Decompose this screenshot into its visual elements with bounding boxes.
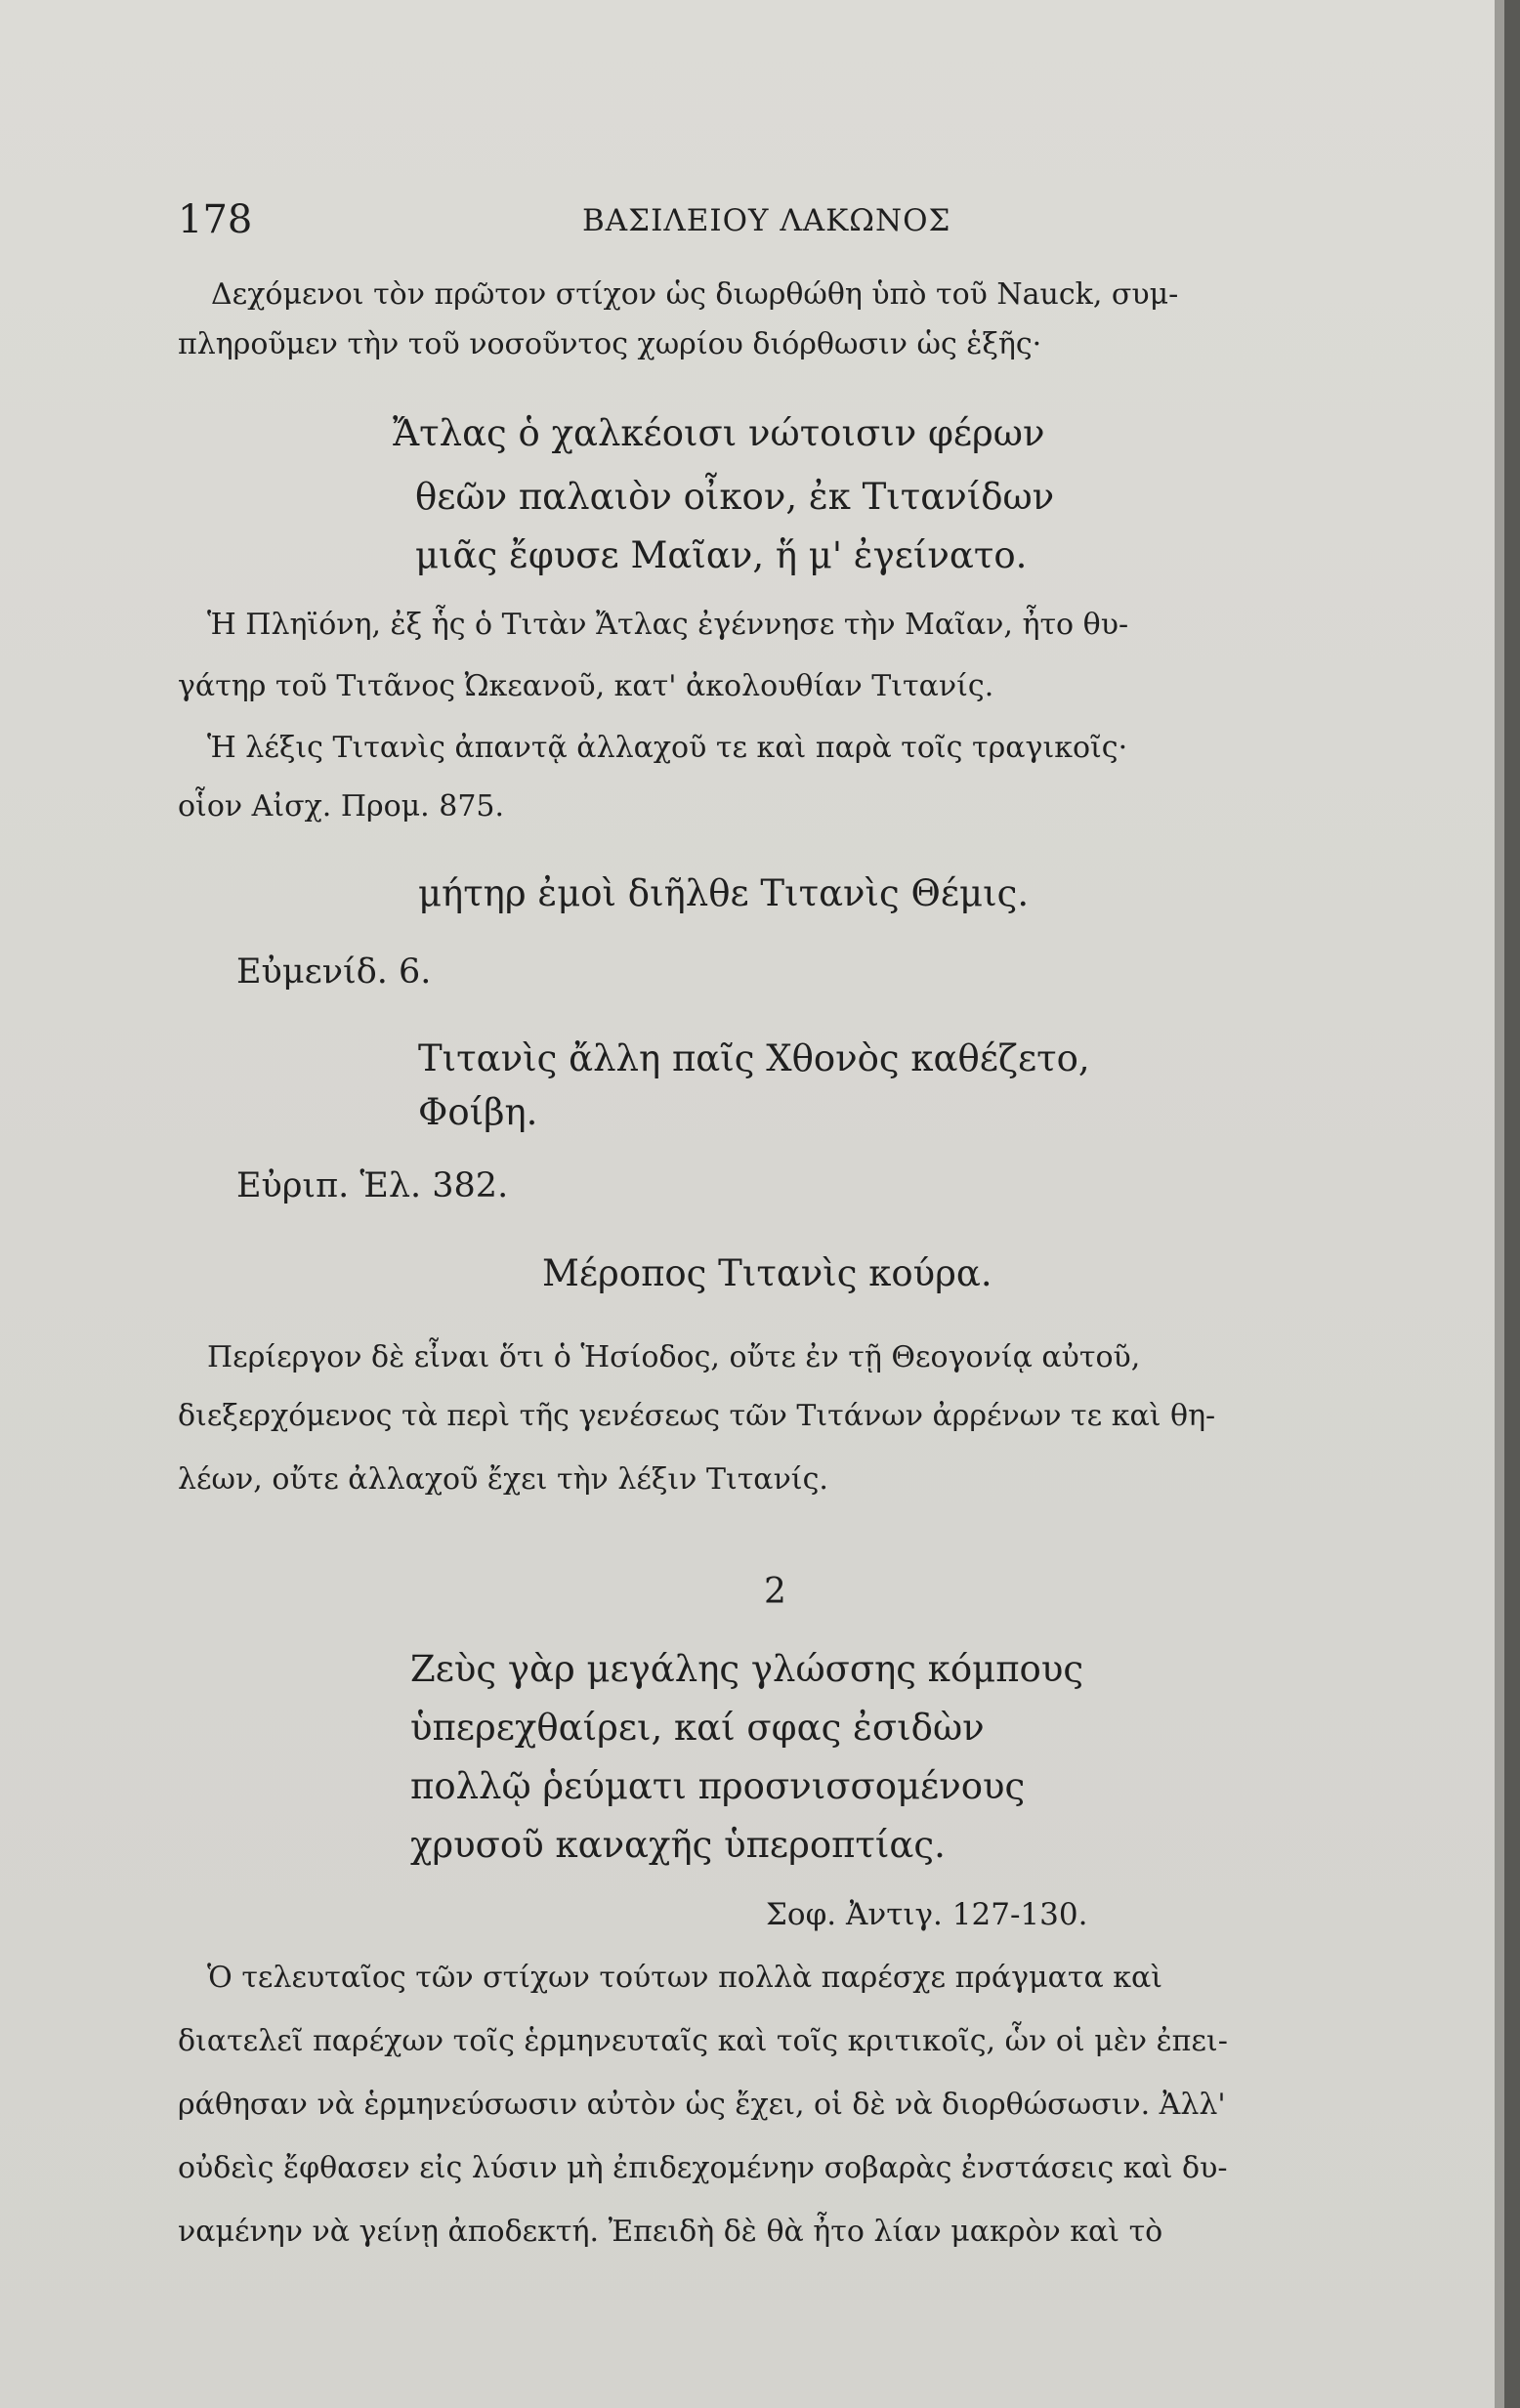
quote-verse-line: μήτηρ ἐμοὶ διῆλθε Τιτανὶς Θέμις.	[418, 872, 1030, 914]
verse-line: Ἄτλας ὁ χαλκέοισι νώτοισιν φέρων	[393, 412, 1045, 454]
paragraph-line: οἷον Αἰσχ. Προμ. 875.	[178, 789, 505, 824]
page-edge	[1504, 0, 1520, 2408]
paragraph-line: ναμένην νὰ γείνῃ ἀποδεκτή. Ἐπειδὴ δὲ θὰ ἦτο λίαν μακρὸν καὶ τὸ	[178, 2215, 1163, 2249]
paragraph-line: διατελεῖ παρέχων τοῖς ἑρμηνευταῖς καὶ τοῖς κριτικοῖς, ὧν οἱ μὲν ἐπει-	[178, 2024, 1228, 2058]
paragraph-line: Περίεργον δὲ εἶναι ὅτι ὁ Ἡσίοδος, οὔτε ἐν τῇ Θεογονίᾳ αὐτοῦ,	[207, 1340, 1141, 1374]
paragraph-line: διεξερχόμενος τὰ περὶ τῆς γενέσεως τῶν Τιτάνων ἀρρένων τε καὶ θη-	[178, 1399, 1216, 1433]
verse-reference: Σοφ. Ἀντιγ. 127-130.	[766, 1897, 1088, 1932]
verse-line: Ζεὺς γὰρ μεγάλης γλώσσης κόμπους	[410, 1648, 1084, 1690]
paragraph-line: Ἡ λέξις Τιτανὶς ἀπαντᾷ ἀλλαχοῦ τε καὶ παρὰ τοῖς τραγικοῖς·	[207, 731, 1128, 765]
quote-reference: Εὐριπ. Ἑλ. 382.	[236, 1166, 509, 1205]
paragraph-line: πληροῦμεν τὴν τοῦ νοσοῦντος χωρίου διόρθωσιν ὡς ἑξῆς·	[178, 327, 1042, 361]
paragraph-line: ράθησαν νὰ ἑρμηνεύσωσιν αὐτὸν ὡς ἔχει, οἱ δὲ νὰ διορθώσωσιν. Ἀλλ'	[178, 2088, 1226, 2122]
running-head: ΒΑΣΙΛΕΙΟΥ ΛΑΚΩΝΟΣ	[582, 203, 951, 238]
verse-line: χρυσοῦ καναχῆς ὑπεροπτίας.	[410, 1824, 946, 1866]
paragraph-line: οὐδεὶς ἔφθασεν εἰς λύσιν μὴ ἐπιδεχομένην σοβαρὰς ἐνστάσεις καὶ δυ-	[178, 2151, 1228, 2185]
paragraph-line: Ἡ Πληϊόνη, ἐξ ἧς ὁ Τιτὰν Ἄτλας ἐγέννησε τὴν Μαῖαν, ἦτο θυ-	[207, 608, 1129, 642]
verse-line: πολλῷ ῥεύματι προσνισσομένους	[410, 1765, 1026, 1807]
quote-verse-line: Μέροπος Τιτανὶς κούρα.	[542, 1252, 992, 1294]
paragraph-line: Ὁ τελευταῖος τῶν στίχων τούτων πολλὰ παρέσχε πράγματα καὶ	[207, 1961, 1163, 1995]
quote-verse-line: Φοίβη.	[418, 1091, 538, 1133]
quote-verse-line: Τιτανὶς ἄλλη παῖς Χθονὸς καθέζετο,	[418, 1037, 1090, 1079]
paragraph-line: Δεχόμενοι τὸν πρῶτον στίχον ὡς διωρθώθη ὑπὸ τοῦ Nauck, συμ-	[211, 277, 1179, 312]
quote-reference: Εὐμενίδ. 6.	[236, 952, 432, 992]
page-edge-shadow	[1495, 0, 1504, 2408]
verse-line: θεῶν παλαιὸν οἶκον, ἐκ Τιτανίδων	[415, 476, 1055, 518]
section-number: 2	[764, 1572, 786, 1612]
page-number: 178	[178, 197, 253, 242]
verse-line: ὑπερεχθαίρει, καί σφας ἐσιδὼν	[410, 1707, 985, 1749]
paragraph-line: λέων, οὔτε ἀλλαχοῦ ἔχει τὴν λέξιν Τιτανίς.	[178, 1462, 828, 1497]
paragraph-line: γάτηρ τοῦ Τιτᾶνος Ὠκεανοῦ, κατ' ἀκολουθίαν Τιτανίς.	[178, 669, 994, 703]
verse-line: μιᾶς ἔφυσε Μαῖαν, ἥ μ' ἐγείνατο.	[415, 534, 1028, 576]
page-header	[0, 190, 1520, 249]
